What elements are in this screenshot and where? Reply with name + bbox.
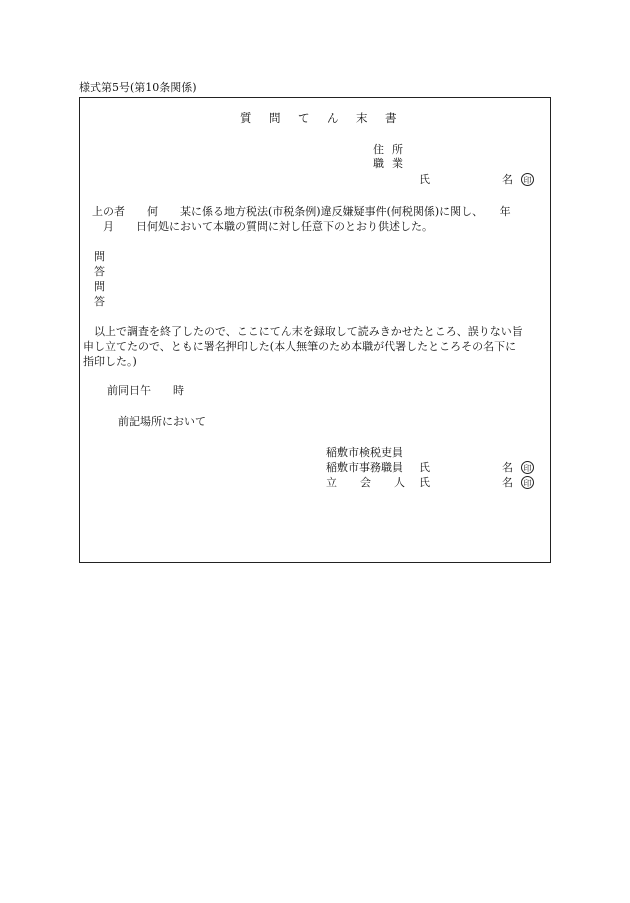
closing-line-3: 指印した。): [83, 355, 137, 368]
officer-seal: [521, 460, 534, 474]
occupation-char: 業: [392, 157, 403, 170]
address-char: 住: [373, 143, 384, 156]
form-number-label: 様式第5号(第10条関係): [79, 81, 197, 94]
closing-line-1: 以上で調査を終了したので、ここにてん末を録取して読みきかせたところ、誤りない旨: [83, 325, 523, 338]
witness-name-label-2: 名: [502, 476, 513, 489]
title-char: ん: [327, 111, 339, 125]
witness-char: 会: [360, 476, 371, 489]
officer-title-1: 稲敷市検税吏員: [326, 446, 403, 459]
witness-char: 立: [326, 476, 337, 489]
title-char: 書: [385, 111, 397, 125]
title-char: て: [298, 111, 310, 125]
answer-label: 答: [94, 265, 105, 278]
seal-icon: 印: [521, 461, 534, 474]
title-char: 質: [240, 111, 252, 125]
occupation-label: [373, 157, 403, 171]
witness-name-label-1: 氏: [419, 476, 430, 489]
address-label: [373, 143, 403, 157]
address-char: 所: [392, 143, 403, 156]
document-title: [240, 111, 397, 125]
seal-icon: 印: [521, 476, 534, 489]
statement-line-1: 上の者 何 某に係る地方税法(市税条例)違反嫌疑事件(何税関係)に関し、 年: [92, 205, 511, 218]
respondent-seal: [521, 172, 534, 186]
place-text: 前記場所において: [118, 415, 206, 428]
witness-label: [326, 476, 405, 490]
respondent-name-label-2: 名: [502, 173, 513, 186]
witness-char: 人: [394, 476, 405, 489]
occupation-char: 職: [373, 157, 384, 170]
witness-seal: [521, 475, 534, 489]
closing-line-2: 申し立てたので、ともに署名押印した(本人無筆のため本職が代署したところその名下に: [83, 340, 517, 353]
officer-title-2: 稲敷市事務職員: [326, 461, 403, 474]
answer-label: 答: [94, 295, 105, 308]
respondent-name-label-1: 氏: [419, 173, 430, 186]
title-char: 問: [269, 111, 281, 125]
title-char: 末: [356, 111, 368, 125]
officer-name-label-2: 名: [502, 461, 513, 474]
statement-line-2: 月 日何処において本職の質問に対し任意下のとおり供述した。: [92, 220, 433, 233]
seal-icon: 印: [521, 173, 534, 186]
question-label: 問: [94, 250, 105, 263]
officer-name-label-1: 氏: [419, 461, 430, 474]
question-label: 問: [94, 280, 105, 293]
time-text: 前同日午 時: [107, 384, 184, 397]
